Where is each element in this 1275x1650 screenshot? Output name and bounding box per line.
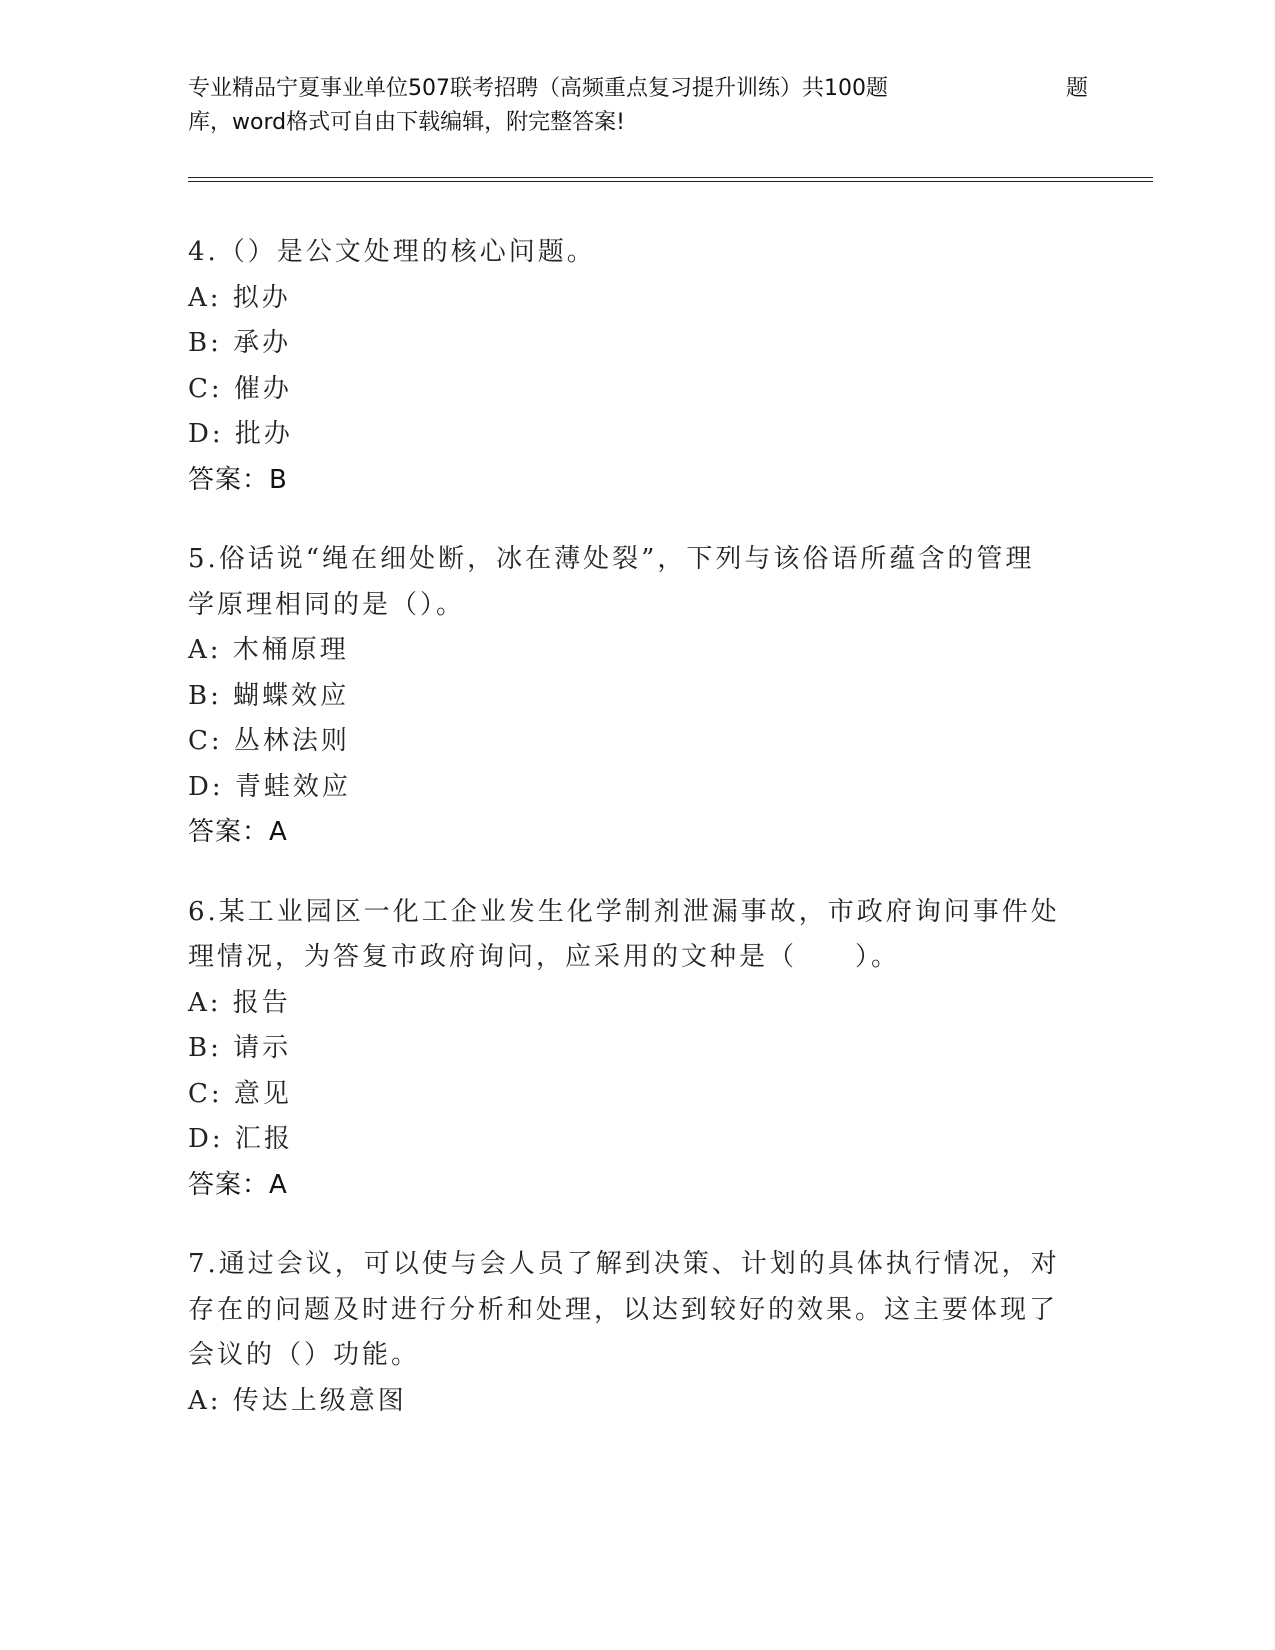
option-a: A: 报告: [188, 987, 291, 1018]
question-4: [188, 230, 1068, 503]
question-stem: 5.俗话说“绳在细处断，冰在薄处裂”，下列与该俗语所蕴含的管理: [188, 544, 1035, 574]
answer-line: 答案：A: [188, 817, 288, 847]
header-title-end: 题: [1065, 76, 1088, 101]
question-6: [188, 890, 1068, 1209]
option-b: B: 蝴蝶效应: [188, 680, 350, 711]
answer-line: 答案：B: [188, 464, 288, 495]
header-title-line-1: [188, 72, 1088, 106]
header-title-line-2: 库，word格式可自由下载编辑，附完整答案!: [188, 110, 625, 135]
question-5: [188, 537, 1068, 856]
header-divider: [188, 177, 1153, 182]
option-a: A: 拟办: [188, 282, 291, 313]
option-d: D: 汇报: [188, 1124, 293, 1154]
answer-line: 答案：A: [188, 1169, 288, 1200]
question-stem-continued: 会议的（）功能。: [188, 1340, 421, 1370]
document-header: [188, 72, 1088, 140]
question-stem: 6.某工业园区一化工企业发生化学制剂泄漏事故，市政府询问事件处: [188, 896, 1060, 927]
option-d: D: 批办: [188, 419, 293, 449]
question-stem: 7.通过会议，可以使与会人员了解到决策、计划的具体执行情况，对: [188, 1249, 1060, 1279]
option-a: A: 木桶原理: [188, 635, 349, 665]
option-b: B: 承办: [188, 328, 292, 358]
option-a: A: 传达上级意图: [188, 1385, 407, 1416]
question-stem-continued: 存在的问题及时进行分析和处理，以达到较好的效果。这主要体现了: [188, 1294, 1059, 1325]
option-c: C: 丛林法则: [188, 726, 350, 756]
option-c: C: 催办: [188, 373, 292, 404]
option-d: D: 青蛙效应: [188, 771, 351, 802]
question-stem-continued: 学原理相同的是（）。: [188, 589, 466, 620]
question-7: [188, 1242, 1068, 1424]
option-c: C: 意见: [188, 1078, 292, 1109]
question-stem: 4.（）是公文处理的核心问题。: [188, 237, 596, 267]
question-list: [188, 230, 1068, 1458]
header-title-text: 专业精品宁夏事业单位507联考招聘（高频重点复习提升训练）共100题: [188, 76, 888, 101]
question-stem-continued: 理情况，为答复市政府询问，应采用的文种是（ ）。: [188, 942, 901, 972]
option-b: B: 请示: [188, 1033, 292, 1063]
